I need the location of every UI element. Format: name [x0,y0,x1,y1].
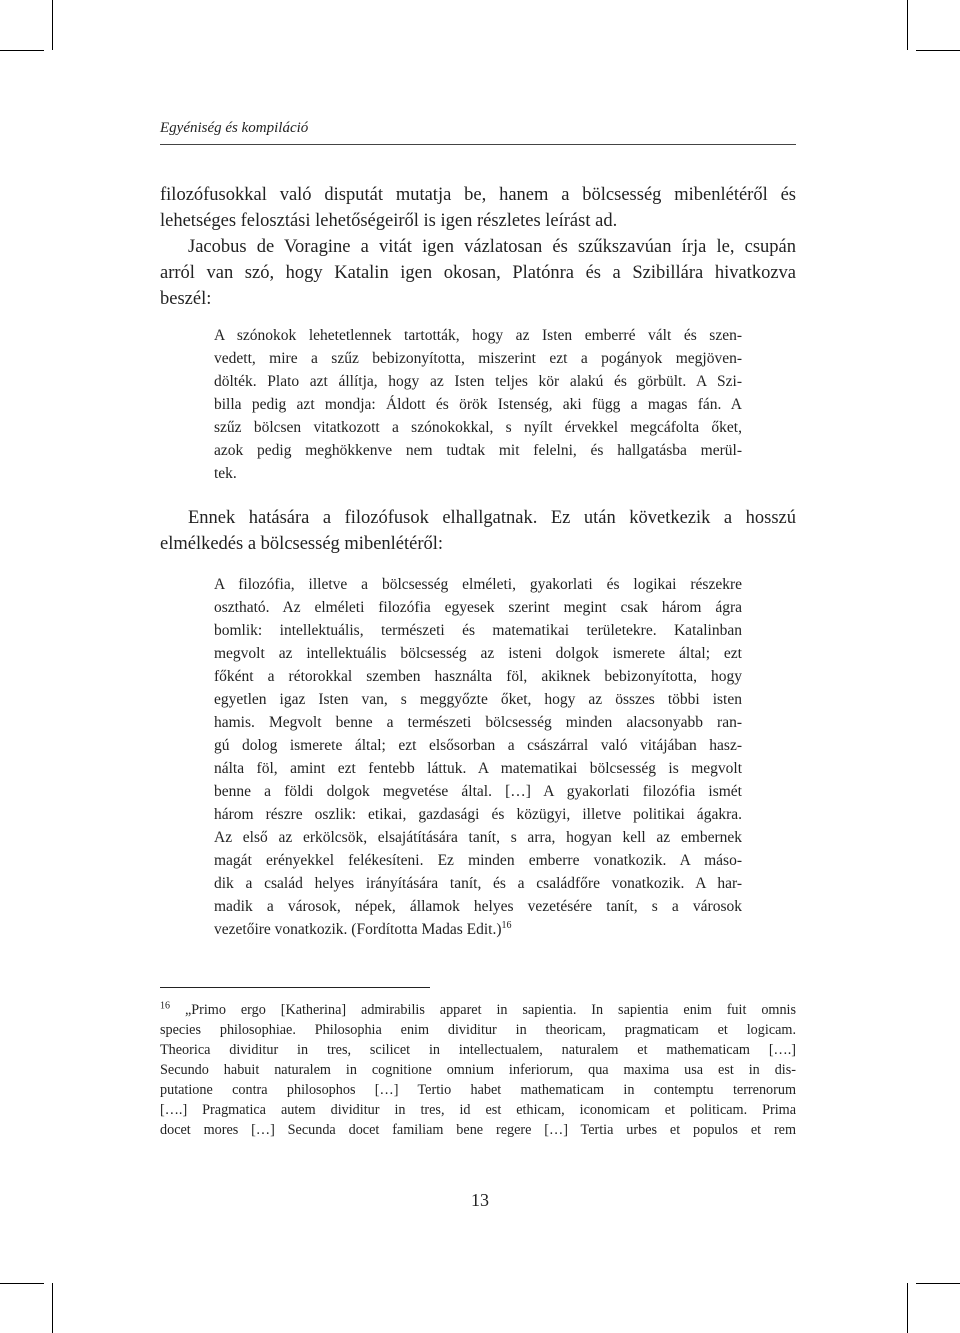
quote-line: madik a városok, népek, államok helyes vezetésére tanít, s a városok [214,898,742,915]
quote-line [214,918,742,941]
text-line: filozófusokkal való disputát mutatja be, hanem a bölcsesség mibenlétéről és [160,185,796,205]
quote-line: megvolt az intellektuális bölcsesség az isteni dolgok ismerete által; ezt [214,645,742,662]
footnote-line [160,1000,796,1020]
crop-mark [916,1283,960,1284]
crop-mark [52,1283,53,1333]
quote-line: dik a család helyes irányítására tanít, és a családfőre vonatkozik. A har- [214,875,742,892]
quote-line: vedett, mire a szűz bebizonyította, miszerint ezt a pogányok megjöven- [214,350,742,367]
footnote-line: docet mores […] Secunda docet familiam bene regere […] Tertia urbes et populos et rem [160,1122,796,1138]
quote-line: nálta föl, amint ezt fentebb láttuk. A matematikai bölcsesség is megvolt [214,760,742,777]
footnote-rule [160,987,430,988]
quote-line: bomlik: intellektuális, természeti és matematikai területekre. Katalinban [214,622,742,639]
footnote-number: 16 [160,1000,170,1012]
text-line: Ennek hatására a filozófusok elhallgatnak. Ez után következik a hosszú [188,508,796,528]
quote-line: tek. [214,465,237,482]
quote-line: egyetlen igaz Isten van, s meggyőzte őket, hogy az összes többi isten [214,691,742,708]
header-rule [160,144,796,145]
footnote-line: Theorica dividitur in tres, scilicet in intellectualem, naturalem et mathematicam [….] [160,1042,796,1058]
text-line: beszél: [160,289,212,309]
quote-line-text: vezetőire vonatkozik. (Fordította Madas Edit.) [214,921,502,938]
quote-line: hamis. Megvolt benne a természeti bölcsesség minden alacsonyabb ran- [214,714,742,731]
crop-mark [0,50,44,51]
page-number: 13 [471,1190,489,1210]
quote-line: A filozófia, illetve a bölcsesség elméleti, gyakorlati és logikai részekre [214,576,742,593]
quote-line: szűz bölcsen vitatkozott a szónokokkal, s nyílt érvekkel megcáfolta őket, [214,419,742,436]
quote-line: három részre oszlik: etikai, gazdasági és közügyi, illetve politikai ágakra. [214,806,742,823]
crop-mark [0,1283,44,1284]
quote-line: főként a rétorokkal szemben használta föl, akiknek bebizonyította, hogy [214,668,742,685]
footnote-line: [….] Pragmatica autem dividitur in tres, id est ethicam, iconomicam et politicam. Prima [160,1102,796,1118]
footnote-line: species philosophiae. Philosophia enim dividitur in theoricam, pragmaticam et logicam. [160,1022,796,1038]
footnote-reference[interactable]: 16 [501,919,512,931]
footnote-line-text: „Primo ergo [Katherina] admirabilis apparet in sapientia. In sapientia enim fuit omnis [184,1002,797,1018]
crop-mark [916,50,960,51]
crop-mark [52,0,53,50]
quote-line: azok pedig meghökkenve nem tudtak mit felelni, és hallgatásba merül- [214,442,742,459]
text-line: Jacobus de Voragine a vitát igen vázlatosan és szűkszavúan írja le, csupán [188,237,796,257]
quote-line: osztható. Az elméleti filozófia egyesek szerint megint csak három ágra [214,599,742,616]
quote-line: Az első az erkölcsök, elsajátítására tanít, s arra, hogyan kell az embernek [214,829,742,846]
crop-mark [907,0,908,50]
text-line: lehetséges felosztási lehetőségeiről is igen részletes leírást ad. [160,211,618,231]
text-line: elmélkedés a bölcsesség mibenlétéről: [160,534,444,554]
footnote-line: Secundo habuit naturalem in cognitione omnium inferiorum, qua maxima usa est in dis- [160,1062,796,1078]
text-line: arról van szó, hogy Katalin igen okosan, Platónra és a Szibillára hivatkozva [160,263,796,283]
quote-line: billa pedig azt mondja: Áldott és örök Istenség, aki függ a magas fán. A [214,396,742,413]
footnote-line: putatione contra philosophos […] Tertio habet mathematicam in contemptu terrenorum [160,1082,796,1098]
quote-line: A szónokok lehetetlennek tartották, hogy az Isten emberré vált és szen- [214,327,742,344]
crop-mark [907,1283,908,1333]
quote-line: gú dolog ismerete által; ezt elsősorban a császárral való vitájában hasz- [214,737,742,754]
quote-line: dölték. Plato azt állítja, hogy az Isten teljes kör alakú és görbült. A Szi- [214,373,742,390]
quote-line: magát erényekkel felékesíteni. Ez minden emberre vonatkozik. A máso- [214,852,742,869]
quote-line: benne a földi dolgok megvetése által. […] A gyakorlati filozófia ismét [214,783,742,800]
running-head: Egyéniség és kompiláció [160,120,309,136]
